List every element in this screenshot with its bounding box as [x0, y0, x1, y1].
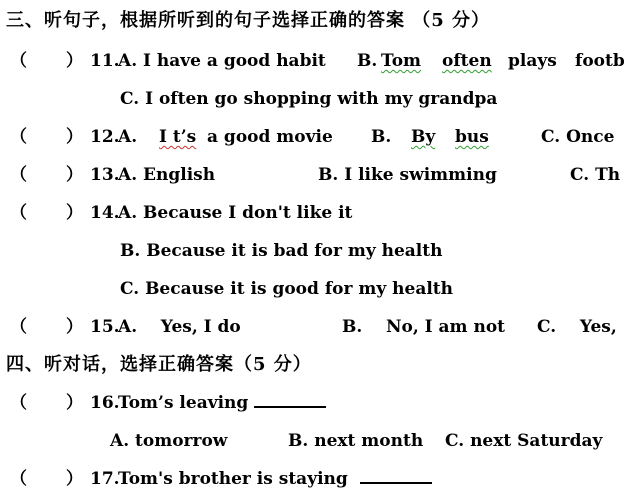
- answer-paren-close: ）: [66, 469, 83, 489]
- q13-option-c: C. Th: [570, 165, 621, 185]
- answer-paren-close: ）: [66, 393, 83, 413]
- q16-stem-text: Tom’s leaving: [118, 393, 249, 413]
- q11-option-b-word: often: [442, 51, 492, 71]
- answer-paren-close: ）: [66, 51, 83, 71]
- q17-stem: [118, 468, 432, 490]
- q15-number: 15.: [90, 317, 120, 337]
- q12-option-a-prefix: A.: [118, 127, 138, 147]
- q11-option-b-word: footb: [575, 51, 625, 71]
- q14-number: 14.: [90, 203, 120, 223]
- q16-option-c: C. next Saturday: [445, 431, 603, 451]
- q12-option-b-word: By: [411, 127, 436, 147]
- answer-paren-open: （: [10, 203, 27, 223]
- q17-stem-text: Tom's brother is staying: [118, 469, 348, 489]
- answer-paren-open: （: [10, 393, 27, 413]
- answer-paren-close: ）: [66, 127, 83, 147]
- q13-number: 13.: [90, 165, 120, 185]
- answer-paren-open: （: [10, 165, 27, 185]
- q14-option-c: C. Because it is good for my health: [120, 279, 454, 299]
- q15-option-c: C. Yes,: [537, 317, 617, 337]
- q12-option-a-rest: a good movie: [207, 127, 333, 147]
- answer-paren-close: ）: [66, 203, 83, 223]
- q16-option-a: A. tomorrow: [110, 431, 228, 451]
- q12-option-a-word: I t’s: [159, 127, 197, 147]
- q13-option-b: B. I like swimming: [318, 165, 497, 185]
- q11-number: 11.: [90, 51, 120, 71]
- q12-number: 12.: [90, 127, 120, 147]
- q11-option-c: C. I often go shopping with my grandpa: [120, 89, 498, 109]
- q11-option-b-word: plays: [508, 51, 557, 71]
- answer-paren-close: ）: [66, 165, 83, 185]
- q12-option-b-prefix: B.: [371, 127, 392, 147]
- q17-number: 17.: [90, 469, 120, 489]
- q11-option-a: A. I have a good habit: [118, 51, 326, 71]
- q11-option-b-prefix: B.: [357, 51, 378, 71]
- q16-option-b: B. next month: [288, 431, 424, 451]
- q12-option-c: C. Once: [541, 127, 615, 147]
- q13-option-a: A. English: [118, 165, 216, 185]
- q16-stem: [118, 392, 326, 414]
- q11-option-b-word: Tom: [381, 51, 422, 71]
- answer-paren-open: （: [10, 51, 27, 71]
- q12-option-b-word: bus: [455, 127, 489, 147]
- section-4-heading: 四、听对话，选择正确答案（5 分）: [6, 354, 312, 375]
- q16-number: 16.: [90, 393, 120, 413]
- answer-paren-close: ）: [66, 317, 83, 337]
- answer-paren-open: （: [10, 317, 27, 337]
- answer-paren-open: （: [10, 469, 27, 489]
- answer-paren-open: （: [10, 127, 27, 147]
- q15-option-b: B. No, I am not: [342, 317, 506, 337]
- answer-blank[interactable]: [360, 468, 432, 484]
- answer-blank[interactable]: [254, 392, 326, 408]
- section-3-heading: 三、听句子，根据所听到的句子选择正确的答案 （5 分）: [6, 10, 491, 31]
- q15-option-a: A. Yes, I do: [118, 317, 241, 337]
- q14-option-b: B. Because it is bad for my health: [120, 241, 443, 261]
- q14-option-a: A. Because I don't like it: [118, 203, 353, 223]
